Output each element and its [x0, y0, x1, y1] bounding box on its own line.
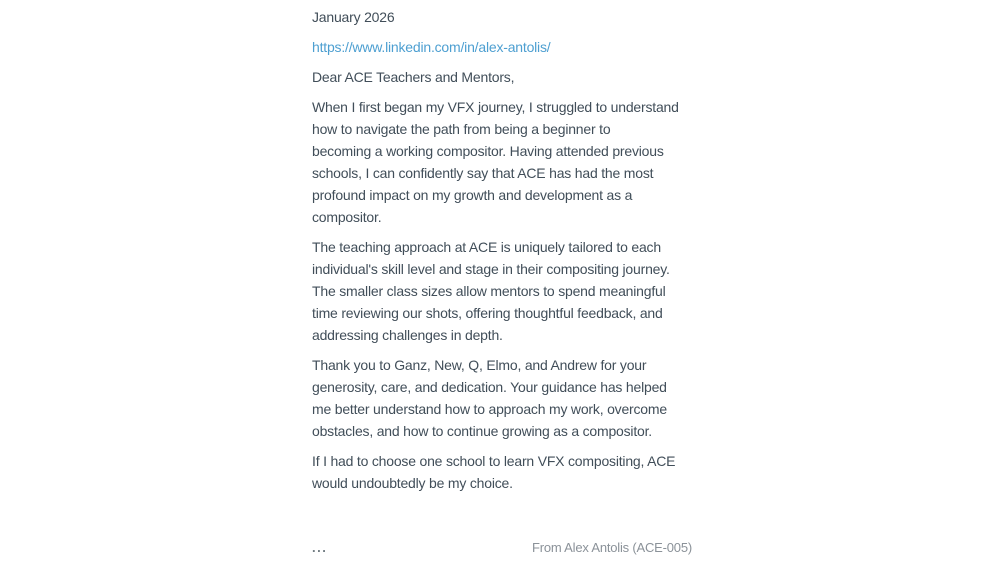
ellipsis-more-icon[interactable]: ...: [312, 539, 328, 555]
paragraph: [312, 354, 692, 442]
paragraph-line: schools, I can confidently say that ACE has had the most: [312, 165, 654, 181]
paragraph: [312, 96, 692, 228]
paragraphs: [312, 96, 692, 494]
paragraph: [312, 236, 692, 346]
paragraph-line: would undoubtedly be my choice.: [312, 475, 513, 491]
paragraph-line: profound impact on my growth and development as a: [312, 187, 633, 203]
paragraph-line: The teaching approach at ACE is uniquely tailored to each: [312, 239, 661, 255]
paragraph-line: compositor.: [312, 209, 382, 225]
paragraph-line: If I had to choose one school to learn VFX compositing, ACE: [312, 453, 676, 469]
paragraph-line: me better understand how to approach my work, overcome: [312, 401, 667, 417]
paragraph-line: addressing challenges in depth.: [312, 327, 503, 343]
linkedin-profile-link[interactable]: https://www.linkedin.com/in/alex-antolis/: [312, 39, 551, 55]
letter-date: January 2026: [312, 9, 395, 25]
paragraph-line: time reviewing our shots, offering thoughtful feedback, and: [312, 305, 663, 321]
letter-footer: [312, 540, 692, 555]
paragraph-line: When I first began my VFX journey, I struggled to understand: [312, 99, 679, 115]
letter-salutation: Dear ACE Teachers and Mentors,: [312, 69, 515, 85]
testimonial-letter: [312, 0, 692, 555]
paragraph-line: individual's skill level and stage in their compositing journey.: [312, 261, 670, 277]
paragraph-line: generosity, care, and dedication. Your guidance has helped: [312, 379, 667, 395]
paragraph: [312, 450, 692, 494]
linkedin-link-row: [312, 36, 692, 58]
letter-attribution: From Alex Antolis (ACE-005): [531, 540, 692, 555]
paragraph-line: The smaller class sizes allow mentors to spend meaningful: [312, 283, 666, 299]
paragraph-line: obstacles, and how to continue growing as a compositor.: [312, 423, 652, 439]
paragraph-line: Thank you to Ganz, New, Q, Elmo, and Andrew for your: [312, 357, 647, 373]
paragraph-line: how to navigate the path from being a beginner to: [312, 121, 611, 137]
paragraph-line: becoming a working compositor. Having attended previous: [312, 143, 664, 159]
